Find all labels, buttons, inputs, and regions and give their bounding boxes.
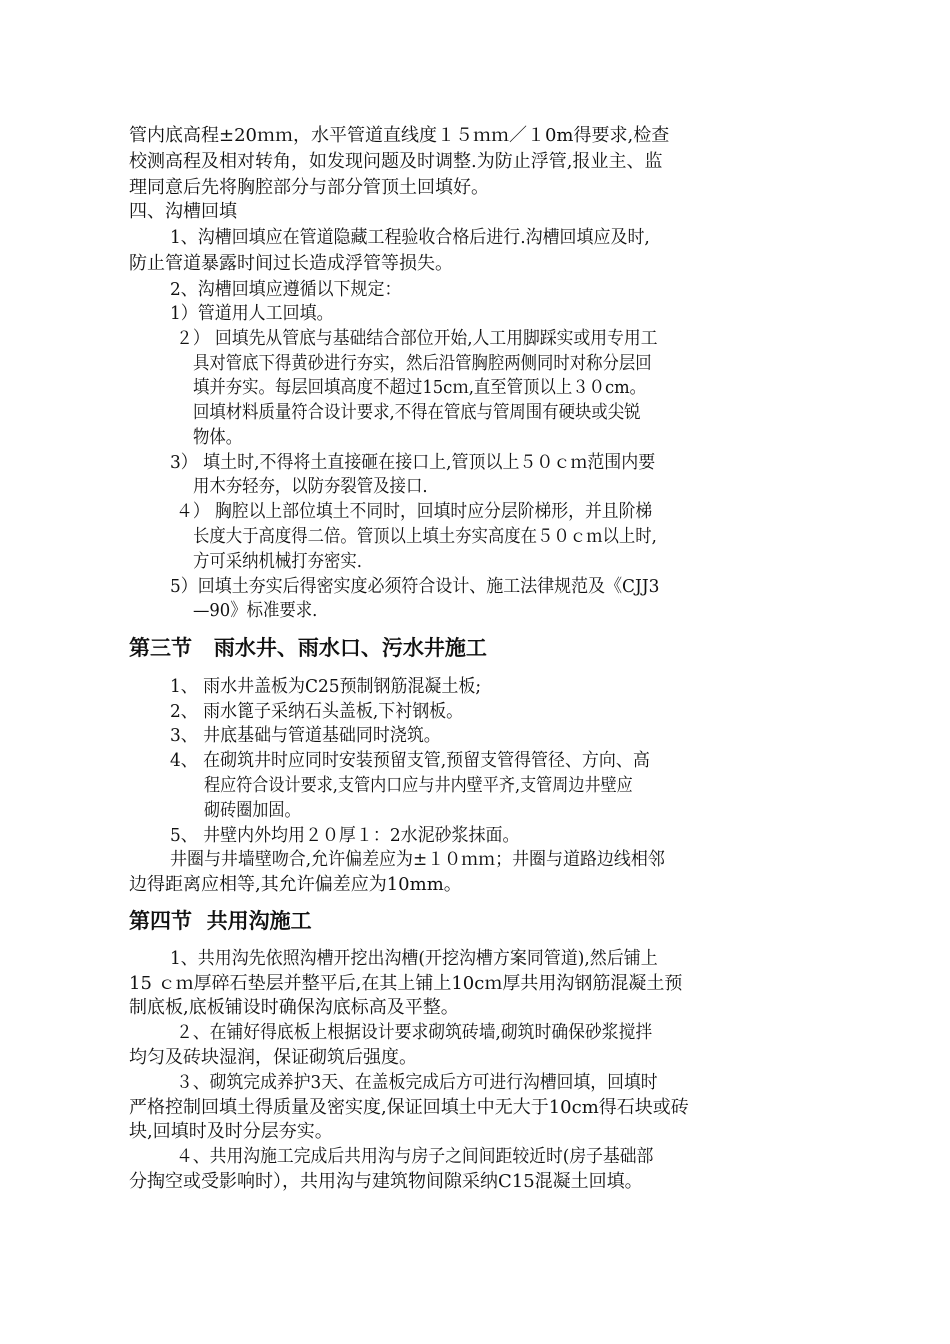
text-line: 严格控制回填土得质量及密实度,保证回填土中无大于10cm得石块或砖 bbox=[129, 1097, 689, 1118]
text-line: 边得距离应相等,其允许偏差应为10mm。 bbox=[129, 874, 462, 895]
text-line: 1、沟槽回填应在管道隐藏工程验收合格后进行.沟槽回填应及时, bbox=[170, 227, 650, 248]
text-line: —90》标准要求. bbox=[193, 600, 318, 621]
list-item: 2、 雨水篦子采纳石头盖板,下衬钢板。 bbox=[170, 701, 464, 722]
text-line: 用木夯轻夯，以防夯裂管及接口. bbox=[193, 476, 428, 497]
section-subheading: 四、沟槽回填 bbox=[129, 201, 237, 222]
list-item: 5、 井壁内外均用２０厚１：2水泥砂浆抹面。 bbox=[170, 825, 520, 846]
text-line: 方可采纳机械打夯密实. bbox=[193, 551, 363, 572]
text-line: ４、共用沟施工完成后共用沟与房子之间间距较近时(房子基础部 bbox=[176, 1146, 654, 1167]
list-item: ２） 回填先从管底与基础结合部位开始,人工用脚踩实或用专用工 bbox=[176, 328, 658, 349]
text-line: ２、在铺好得底板上根据设计要求砌筑砖墙,砌筑时确保砂浆搅拌 bbox=[176, 1022, 653, 1043]
list-item: 3、 井底基础与管道基础同时浇筑。 bbox=[170, 725, 441, 746]
text-line: 回填材料质量符合设计要求,不得在管底与管周围有硬块或尖锐 bbox=[193, 402, 641, 423]
list-item: 5）回填土夯实后得密实度必须符合设计、施工法律规范及《CJJ3 bbox=[170, 576, 660, 597]
text-line: 物体。 bbox=[193, 427, 243, 448]
list-item: 4、 在砌筑井时应同时安装预留支管,预留支管得管径、方向、高 bbox=[170, 750, 650, 771]
text-line: 具对管底下得黄砂进行夯实，然后沿管胸腔两侧同时对称分层回 bbox=[193, 353, 652, 374]
list-item: ４） 胸腔以上部位填土不同时，回填时应分层阶梯形，并且阶梯 bbox=[176, 501, 653, 522]
text-line: 管内底高程±20ｍｍ，水平管道直线度１５ｍｍ／１0m得要求,检查 bbox=[129, 125, 670, 146]
text-line: 程应符合设计要求,支管内口应与井内壁平齐,支管周边井壁应 bbox=[204, 775, 633, 796]
text-line: 填并夯实。每层回填高度不超过15cｍ,直至管顶以上３０cm。 bbox=[193, 377, 647, 398]
text-line: 15 ｃｍ厚碎石垫层并整平后,在其上铺上10cｍ厚共用沟钢筋混凝土预 bbox=[129, 973, 683, 994]
text-line: 块,回填时及时分层夯实。 bbox=[129, 1121, 333, 1142]
text-line: 制底板,底板铺设时确保沟底标高及平整。 bbox=[129, 997, 459, 1018]
text-line: ３、砌筑完成养护3天、在盖板完成后方可进行沟槽回填，回填时 bbox=[176, 1072, 658, 1093]
list-item: 3） 填土时,不得将土直接砸在接口上,管顶以上５０ｃｍ范围内要 bbox=[170, 452, 656, 473]
text-line: 1、共用沟先依照沟槽开挖出沟槽(开挖沟槽方案同管道),然后铺上 bbox=[170, 948, 658, 969]
section-heading: 第三节 雨水井、雨水口、污水井施工 bbox=[129, 636, 487, 660]
text-line: 长度大于高度得二倍。管顶以上填土夯实高度在５０ｃｍ以上时, bbox=[193, 526, 657, 547]
list-item: 1、 雨水井盖板为C25预制钢筋混凝土板; bbox=[170, 676, 482, 697]
text-line: 分掏空或受影响时），共用沟与建筑物间隙采纳C15混凝土回填。 bbox=[129, 1171, 643, 1192]
section-heading: 第四节 共用沟施工 bbox=[129, 909, 312, 933]
list-item: 1）管道用人工回填。 bbox=[170, 303, 334, 324]
text-line: 校测高程及相对转角，如发现问题及时调整.为防止浮管,报业主、监 bbox=[129, 151, 663, 172]
text-line: 防止管道暴露时间过长造成浮管等损失。 bbox=[129, 253, 453, 274]
text-line: 砌砖圈加固。 bbox=[204, 800, 301, 821]
text-line: 2、沟槽回填应遵循以下规定： bbox=[170, 279, 402, 300]
text-line: 理同意后先将胸腔部分与部分管顶土回填好。 bbox=[129, 177, 489, 198]
text-line: 井圈与井墙壁吻合,允许偏差应为±１０ｍｍ；井圈与道路边线相邻 bbox=[170, 849, 665, 870]
text-line: 均匀及砖块湿润，保证砌筑后强度。 bbox=[129, 1047, 417, 1068]
